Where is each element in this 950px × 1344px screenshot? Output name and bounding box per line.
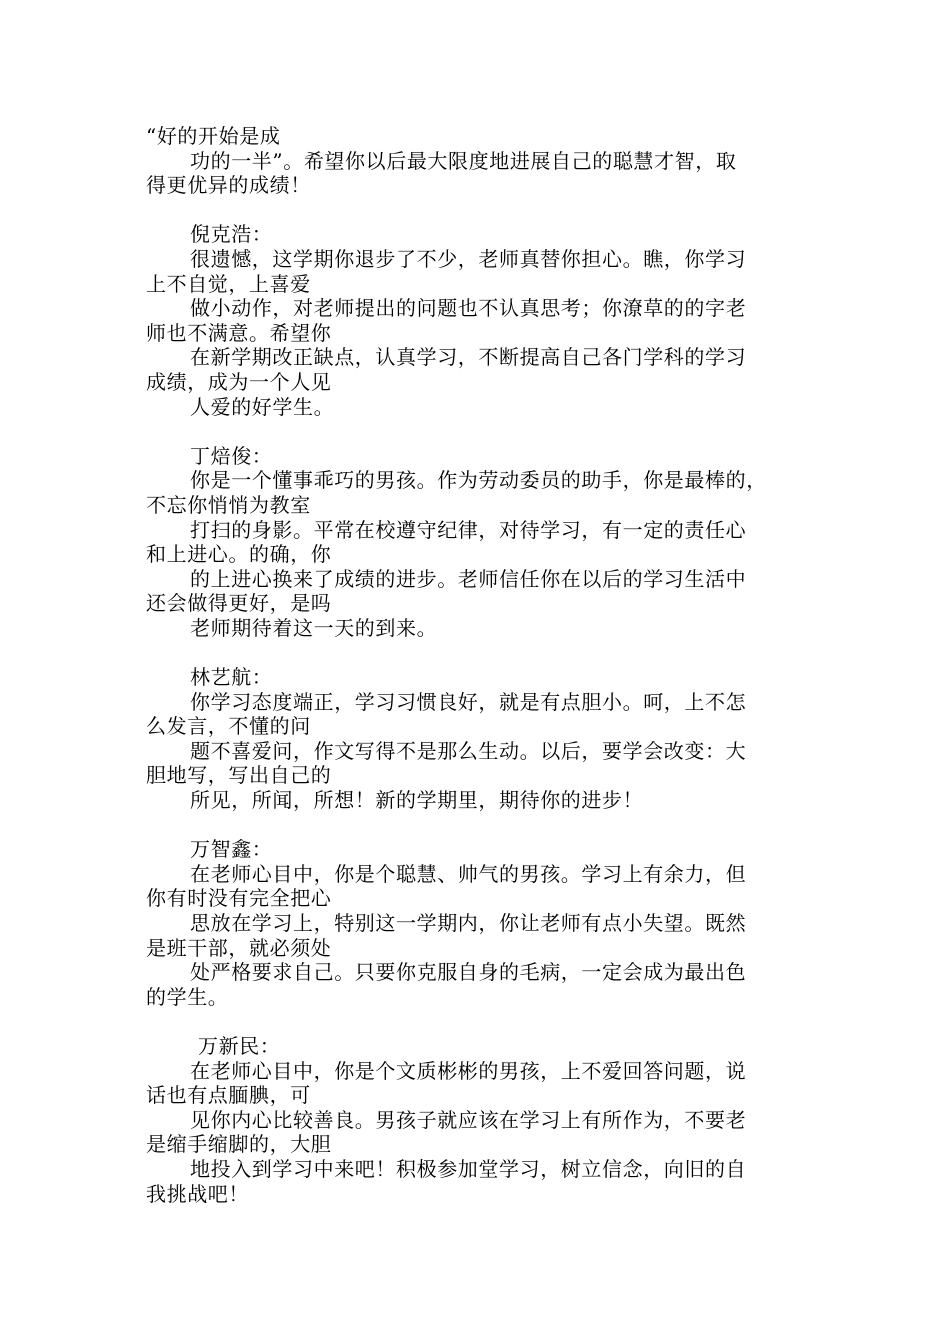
comment-line: 人爱的好学生。: [190, 394, 335, 419]
comment-line: 不忘你悄悄为教室: [146, 492, 311, 517]
paragraph-gap: [146, 813, 816, 838]
comment-line: 话也有点腼腆，可: [146, 1083, 311, 1108]
comment-line: 见你内心比较善良。男孩子就应该在学习上有所作为，不要老: [190, 1107, 747, 1132]
comment-line: 成绩，成为一个人见: [146, 369, 332, 394]
intro-line: 功的一半”。希望你以后最大限度地进展自己的聪慧才智，取: [190, 148, 737, 173]
comment-line: 我挑战吧！: [146, 1181, 249, 1206]
comment-line: 在老师心目中，你是个聪慧、帅气的男孩。学习上有余力，但: [190, 861, 747, 886]
comment-line: 思放在学习上，特别这一学期内，你让老师有点小失望。既然: [190, 911, 747, 935]
comment-line: 胆地写，写出自己的: [146, 763, 332, 788]
comment-line: 是缩手缩脚的，大胆: [146, 1132, 332, 1157]
comment-line: 打扫的身影。平常在校遵守纪律，对待学习，有一定的责任心: [190, 517, 747, 542]
comment-line: 是班干部，就必须处: [146, 935, 332, 960]
comment-line: 处严格要求自己。只要你克服自身的毛病，一定会成为最出色: [190, 960, 747, 985]
comment-line: 所见，所闻，所想！新的学期里，期待你的进步！: [190, 788, 644, 813]
comment-line: 和上进心。的确，你: [146, 542, 332, 567]
comment-line: 上不自觉，上喜爱: [146, 271, 311, 296]
student-name: 林艺航：: [190, 665, 273, 690]
intro-line: “好的开始是成: [146, 124, 281, 148]
comment-line: 在新学期改正缺点，认真学习，不断提高自己各门学科的学习: [190, 345, 747, 370]
comment-line: 你学习态度端正，学习习惯良好，就是有点胆小。呵，上不怎: [190, 689, 747, 714]
comment-line: 么发言，不懂的问: [146, 714, 311, 739]
comment-line: 地投入到学习中来吧！积极参加堂学习，树立信念，向旧的自: [190, 1156, 747, 1181]
comment-line: 的上进心换来了成绩的进步。老师信任你在以后的学习生活中: [190, 566, 747, 591]
comment-line: 师也不满意。希望你: [146, 320, 332, 345]
comment-line: 还会做得更好，是吗: [146, 591, 332, 616]
comment-line: 的学生。: [146, 984, 229, 1009]
comment-line: 老师期待着这一天的到来。: [190, 615, 438, 640]
comment-line: 很遗憾，这学期你退步了不少，老师真替你担心。瞧，你学习: [190, 246, 747, 271]
student-name: 倪克浩：: [190, 222, 273, 247]
intro-line: 得更优异的成绩！: [146, 173, 311, 198]
student-name: 丁焙俊：: [190, 443, 273, 468]
comment-line: 做小动作，对老师提出的问题也不认真思考；你潦草的的字老: [190, 296, 747, 321]
document-page: [146, 124, 816, 1206]
student-name: 万新民：: [198, 1033, 281, 1058]
comment-line: 你是一个懂事乖巧的男孩。作为劳动委员的助手，你是最棒的，: [190, 468, 767, 493]
paragraph-gap: [146, 640, 816, 665]
comment-line: 题不喜爱问，作文写得不是那么生动。以后，要学会改变：大: [190, 738, 747, 763]
paragraph-gap: [146, 419, 816, 444]
student-name: 万智鑫：: [190, 837, 273, 862]
comment-line: 你有时没有完全把心: [146, 886, 332, 911]
paragraph-gap: [146, 198, 816, 223]
comment-line: 在老师心目中，你是个文质彬彬的男孩，上不爱回答问题，说: [190, 1058, 747, 1083]
paragraph-gap: [146, 1009, 816, 1034]
